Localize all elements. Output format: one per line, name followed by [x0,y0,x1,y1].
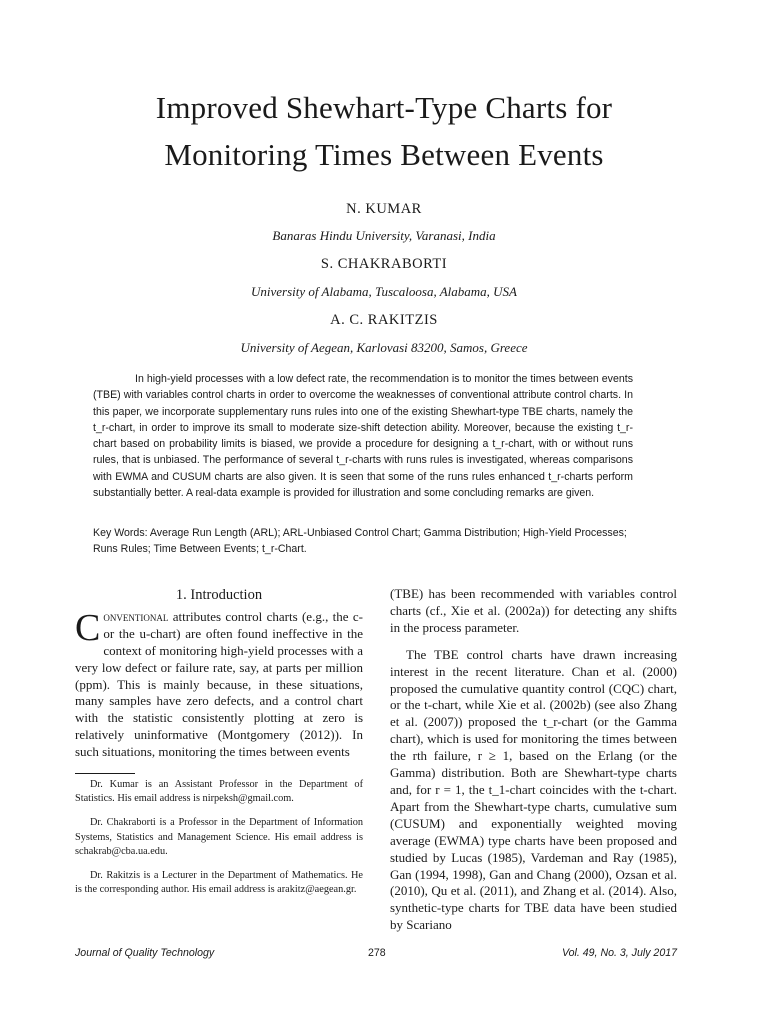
lead-word: onventional [103,608,169,624]
footnote: Dr. Kumar is an Assistant Professor in the Department of Statistics. His email address is nirpeksh@gmail.com. [75,779,363,805]
author-affiliation: Banaras Hindu University, Varanasi, India [272,228,496,243]
author-name: S. CHAKRABORTI [320,256,448,272]
body-paragraph: The TBE control charts have drawn increasing interest in the recent literature. Chan et al. (2000) proposed the cumulative quantity control (CQC) chart, or the t-chart, while Xie et al. (2002b) (see also Zhang et al. (2007)) proposed the t_r-chart (or the Gamma chart), which is used for monitoring the times between the rth failure, r ≥ 1, based on the Erlang (or the Gamma) distribution. Both are Shewhart-type charts and, for r = 1, the t_1-chart coincides with the t-chart. Apart from the Shewhart-type charts, cumulative sum (CUSUM) and exponentially weighted moving average (EWMA) type charts have been proposed and studied by Lucas (1985), Vardeman and Ray (1985), Gan (1994, 1998), Gan and Chang (2000), Ozsan et al. (2010), Qu et al. (2011), and Zhang et al. (2014). Also, synthetic-type charts for TBE data have been studied by Scariano [390,646,677,933]
section-heading: 1. Introduction [175,587,263,603]
title-line-1: Improved Shewhart-Type Charts for [155,90,613,125]
body-paragraph: (TBE) has been recommended with variables control charts (cf., Xie et al. (2002a)) for detecting any shifts in the process parameter. [390,586,677,635]
footnote: Dr. Chakraborti is a Professor in the Department of Information Systems, Statistics and Management Science. His email address is schakrab@cba.ua.edu. [75,817,363,857]
right-column [390,586,677,934]
footnote: Dr. Rakitzis is a Lecturer in the Department of Mathematics. He is the corresponding author. His email address is arakitz@aegean.gr. [75,870,363,896]
page-number: 278 [368,947,386,959]
left-column [75,587,363,761]
intro-text: attributes control charts (e.g., the c- or the u-chart) are often found ineffective in the context of monitoring high-yield processes with a very low defect or failure rate, say, at parts per million (ppm). This is mainly because, in these situations, many samples have zero defects, and a control chart with the statistic consistently plotting at zero is relatively uninformative (Montgomery (2012)). In such situations, monitoring the times between events [75,608,363,760]
footnote-divider [75,773,135,774]
abstract: In high-yield processes with a low defect rate, the recommendation is to monitor the times between events (TBE) with variables control charts in order to overcome the weaknesses of conventional attribute control charts. In this paper, we incorporate supplementary runs rules into one of the existing Shewhart-type TBE charts, namely the t_r-chart, in order to improve its small to moderate size-shift detection ability. Moreover, because the existing t_r-chart based on probability limits is biased, we provide a procedure for designing a t_r-chart, with or without runs rules, that is unbiased. The performance of several t_r-charts with runs rules is investigated, whereas comparisons with EWMA and CUSUM charts are also given. It is seen that some of the runs rules enhanced t_r-charts perform substantially better. A real-data example is provided for illustration and some concluding remarks are given. [93,373,633,500]
footnotes [75,778,363,907]
author-affiliation: University of Aegean, Karlovasi 83200, Samos, Greece [240,340,528,355]
author-name: N. KUMAR [346,201,422,217]
drop-cap: C [75,606,101,649]
title-line-2: Monitoring Times Between Events [164,137,604,172]
paper-title [40,84,728,178]
volume-info: Vol. 49, No. 3, July 2017 [561,947,677,959]
author-affiliation: University of Alabama, Tuscaloosa, Alabama, USA [250,284,518,299]
author-name: A. C. RAKITZIS [330,312,438,328]
intro-paragraph [75,606,363,761]
keywords: Key Words: Average Run Length (ARL); ARL-Unbiased Control Chart; Gamma Distribution; High-Yield Processes; Runs Rules; Time Between Events; t_r-Chart. [93,527,627,556]
journal-name: Journal of Quality Technology [75,947,215,959]
